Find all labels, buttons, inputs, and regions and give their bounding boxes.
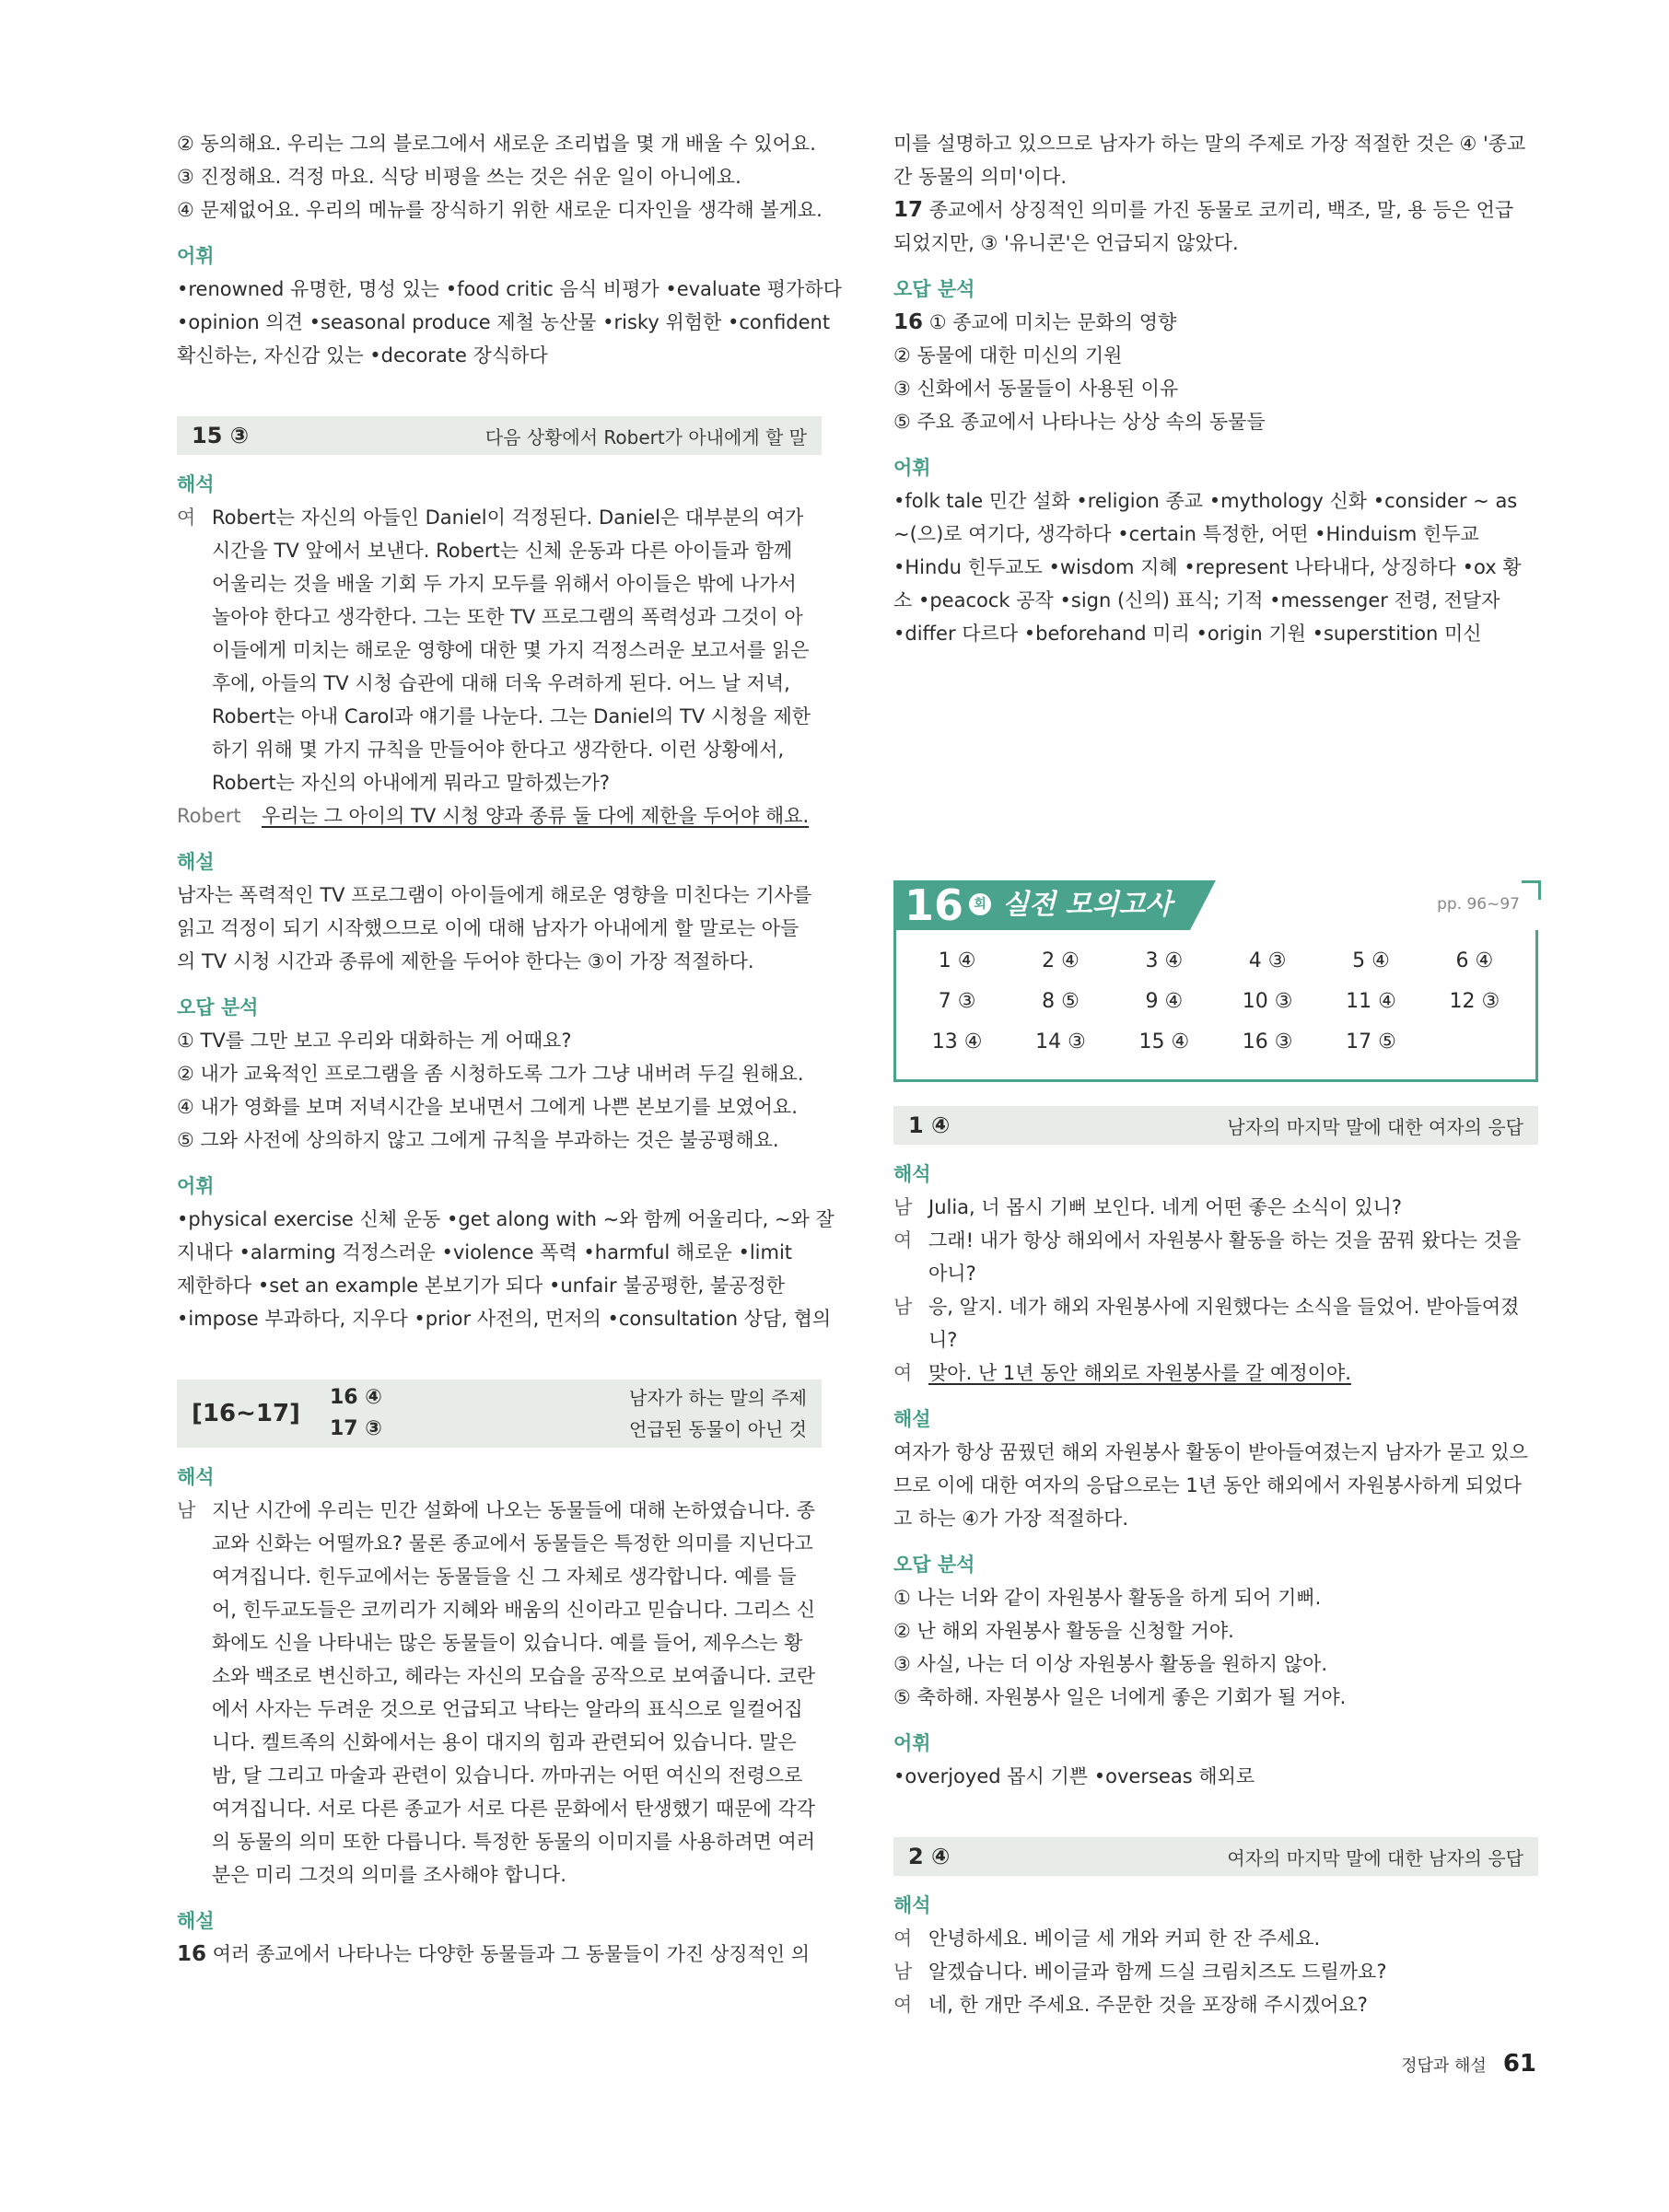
vocab-line: •overjoyed 몹시 기쁜 •overseas 해외로 (893, 1765, 1255, 1787)
explanation-number: 17 (893, 198, 924, 222)
wrong-answer-line: ① 나는 너와 같이 자원봉사 활동을 하게 되어 기뻐. (893, 1587, 1322, 1609)
answer-option-line: ② 동의해요. 우리는 그의 블로그에서 새로운 조리법을 몇 개 배울 수 있어요. (177, 133, 816, 155)
question-number: 16 ④ (330, 1386, 382, 1409)
transcript-line: 하기 위해 몇 가지 규칙을 만들어야 한다고 생각한다. 이런 상황에서, (212, 739, 785, 761)
transcript-line: 의 동물의 의미 또한 다릅니다. 특정한 동물의 이미지를 사용하려면 여러 (212, 1831, 816, 1853)
dialogue-text: 응, 알지. 네가 해외 자원봉사에 지원했다는 소식을 들었어. 받아들여졌니? (928, 1296, 1520, 1351)
speaker-label: 여 (893, 1229, 913, 1252)
transcript-line: 시간을 TV 앞에서 보낸다. Robert는 신체 운동과 다른 아이들과 함께 (212, 540, 793, 562)
speaker-label: 남 (893, 1296, 913, 1318)
test-round-badge: 회 (969, 893, 991, 915)
corner-decoration (1522, 880, 1541, 900)
explanation-text: 여러 종교에서 나타나는 다양한 동물들과 그 동물들이 가진 상징적인 의 (212, 1943, 811, 1965)
question-number: 2 ④ (908, 1844, 951, 1869)
wrong-answer-heading: 오답 분석 (893, 1554, 975, 1576)
wrong-answer-line: ① TV를 그만 보고 우리와 대화하는 게 어때요? (177, 1030, 572, 1052)
speaker-label: 여 (893, 1362, 913, 1384)
transcript-line: Robert는 자신의 아내에게 뭐라고 말하겠는가? (212, 772, 611, 794)
explanation-line: 미를 설명하고 있으므로 남자가 하는 말의 주제로 가장 적절한 것은 ④ '종교 (893, 133, 1526, 155)
vocab-line: ~(으)로 여기다, 생각하다 •certain 특정한, 어떤 •Hinduism 힌두교 (893, 523, 1479, 545)
question-group-label: [16~17] (192, 1400, 300, 1427)
explanation-line (177, 1938, 822, 1971)
answer-grid (896, 930, 1535, 1079)
vocab-heading: 어휘 (893, 1732, 931, 1754)
answer-cell: 14 ③ (1035, 1030, 1086, 1054)
vocab-line: •folk tale 민간 설화 •religion 종교 •mythology 신화 •consider ~ as (893, 490, 1518, 512)
dialogue-text: 안녕하세요. 베이글 세 개와 커피 한 잔 주세요. (928, 1927, 1321, 1950)
dialogue-text: 그래! 내가 항상 해외에서 자원봉사 활동을 하는 것을 꿈꿔 왔다는 것을 (928, 1229, 1522, 1252)
wrong-answer-line: ⑤ 주요 종교에서 나타나는 상상 속의 동물들 (893, 411, 1266, 433)
vocab-heading: 어휘 (177, 1175, 215, 1197)
footer-label: 정답과 해설 (1401, 2056, 1487, 2076)
dialogue-text: 알겠습니다. 베이글과 함께 드실 크림치즈도 드릴까요? (928, 1961, 1387, 1983)
vocab-line: •impose 부과하다, 지우다 •prior 사전의, 먼저의 •consultation 상담, 협의 (177, 1308, 832, 1330)
question-topic: 언급된 동물이 아닌 것 (629, 1418, 807, 1440)
answer-cell: 17 ⑤ (1346, 1030, 1396, 1054)
question-topic: 남자의 마지막 말에 대한 여자의 응답 (1227, 1115, 1523, 1138)
answer-grid-box (893, 930, 1538, 1082)
vocab-line: •renowned 유명한, 명성 있는 •food critic 음식 비평가 •evaluate 평가하다 (177, 278, 842, 300)
wrong-answer-line: ③ 신화에서 동물들이 사용된 이유 (893, 378, 1179, 400)
question-bar-15 (177, 416, 822, 455)
question-topic: 다음 상황에서 Robert가 아내에게 할 말 (484, 425, 807, 448)
answer-cell: 8 ⑤ (1042, 990, 1080, 1013)
transcript-line: 여겨집니다. 힌두교에서는 동물들을 신 그 자체로 생각합니다. 예를 들 (212, 1566, 797, 1588)
transcript-line: 소와 백조로 변신하고, 헤라는 자신의 모습을 공작으로 보여줍니다. 코란 (212, 1665, 816, 1687)
dialogue-text: 아니? (928, 1263, 976, 1285)
transcript-line: 니다. 켈트족의 신화에서는 용이 대지의 힘과 관련되어 있습니다. 말은 (212, 1731, 797, 1753)
wrong-answer-line: ⑤ 그와 사전에 상의하지 않고 그에게 규칙을 부과하는 것은 불공평해요. (177, 1129, 779, 1151)
explanation-line: 간 동물의 의미'이다. (893, 166, 1068, 188)
dialogue-line (893, 1191, 1538, 1224)
wrong-answer-heading: 오답 분석 (893, 278, 975, 300)
vocab-line: •differ 다르다 •beforehand 미리 •origin 기원 •superstition 미신 (893, 623, 1482, 645)
answer-cell: 15 ④ (1138, 1030, 1190, 1054)
explanation-heading: 해설 (177, 851, 215, 873)
dialogue-line (893, 1955, 1538, 1988)
wrong-answer-line (893, 306, 1538, 339)
question-bar-1 (893, 1106, 1538, 1145)
speaker-block (177, 1494, 822, 1892)
explanation-line: 여자가 항상 꿈꿨던 해외 자원봉사 활동이 받아들여졌는지 남자가 묻고 있으 (893, 1441, 1528, 1463)
speaker-label: 남 (893, 1961, 913, 1983)
vocab-line: 제한하다 •set an example 본보기가 되다 •unfair 불공평한, 불공정한 (177, 1275, 786, 1297)
dialogue-line (893, 1290, 1538, 1356)
test-banner (893, 880, 1538, 930)
transcript-line: 에서 사자는 두려운 것으로 언급되고 낙타는 알라의 표식으로 일컬어집 (212, 1698, 803, 1720)
vocab-line: •Hindu 힌두교도 •wisdom 지혜 •represent 나타내다, 상징하다 •ox 황 (893, 556, 1522, 578)
translation-heading: 해석 (893, 1894, 931, 1916)
question-number: 15 ③ (192, 423, 250, 448)
question-bar-16-17 (177, 1380, 822, 1448)
answer-line: 우리는 그 아이의 TV 시청 양과 종류 둘 다에 제한을 두어야 해요. (262, 805, 810, 827)
answer-cell: 9 ④ (1145, 990, 1184, 1013)
translation-heading: 해석 (177, 473, 215, 495)
wrong-answer-line: ② 내가 교육적인 프로그램을 좀 시청하도록 그가 그냥 내버려 두길 원해요. (177, 1063, 804, 1085)
vocab-line: 지내다 •alarming 걱정스러운 •violence 폭력 •harmful 해로운 •limit (177, 1241, 793, 1263)
vocab-line: 소 •peacock 공작 •sign (신의) 표식; 기적 •messenger 전령, 전달자 (893, 589, 1500, 611)
wrong-answer-text: ① 종교에 미치는 문화의 영향 (928, 311, 1177, 333)
answer-option-line: ④ 문제없어요. 우리의 메뉴를 장식하기 위한 새로운 디자인을 생각해 볼게요. (177, 199, 823, 221)
answer-cell: 3 ④ (1145, 949, 1184, 972)
answer-cell: 7 ③ (938, 990, 976, 1013)
answer-cell: 4 ③ (1248, 949, 1287, 972)
answer-cell: 5 ④ (1352, 949, 1390, 972)
transcript-line: 놀아야 한다고 생각한다. 그는 또한 TV 프로그램의 폭력성과 그것이 아 (212, 606, 803, 628)
dialogue-line (893, 1356, 1538, 1390)
dialogue-text: 네, 한 개만 주세요. 주문한 것을 포장해 주시겠어요? (928, 1994, 1368, 2016)
answer-cell: 10 ③ (1242, 990, 1293, 1013)
wrong-answer-line: ③ 사실, 나는 더 이상 자원봉사 활동을 원하지 않아. (893, 1653, 1328, 1675)
page-number: 61 (1502, 2050, 1536, 2078)
explanation-line (893, 193, 1538, 227)
right-column (893, 127, 1538, 2021)
explanation-text: 종교에서 상징적인 의미를 가진 동물로 코끼리, 백조, 말, 용 등은 언급 (928, 199, 1514, 221)
answer-cell: 6 ④ (1455, 949, 1494, 972)
answer-cell: 2 ④ (1042, 949, 1080, 972)
speaker-label: Robert (177, 805, 241, 827)
transcript-line: Robert는 아내 Carol과 얘기를 나눈다. 그는 Daniel의 TV 시청을 제한 (212, 705, 811, 728)
explanation-line: 되었지만, ③ '유니콘'은 언급되지 않았다. (893, 232, 1239, 254)
page-footer (1401, 2050, 1536, 2078)
vocab-line: •physical exercise 신체 운동 •get along with ~와 함께 어울리다, ~와 잘 (177, 1208, 834, 1230)
wrong-answer-line: ④ 내가 영화를 보며 저녁시간을 보내면서 그에게 나쁜 본보기를 보였어요. (177, 1096, 798, 1118)
test-number: 16 (905, 880, 964, 930)
test-answer-box (893, 880, 1538, 1082)
transcript-line: 화에도 신을 나타내는 많은 동물들이 있습니다. 예를 들어, 제우스는 황 (212, 1632, 803, 1654)
speaker-block (177, 799, 822, 832)
vocab-heading: 어휘 (893, 457, 931, 479)
answer-cell: 13 ④ (931, 1030, 983, 1054)
answer-option-line: ③ 진정해요. 걱정 마요. 식당 비평을 쓰는 것은 쉬운 일이 아니에요. (177, 166, 741, 188)
speaker-label: 남 (177, 1499, 196, 1521)
explanation-number: 16 (177, 1942, 207, 1966)
transcript-line: 여겨집니다. 서로 다른 종교가 서로 다른 문화에서 탄생했기 때문에 각각 (212, 1798, 816, 1820)
transcript-line: 어울리는 것을 배울 기회 두 가지 모두를 위해서 아이들은 밖에 나가서 (212, 573, 797, 595)
wrong-answer-line: ⑤ 축하해. 자원봉사 일은 너에게 좋은 기회가 될 거야. (893, 1686, 1347, 1708)
dialogue-line (893, 1988, 1538, 2021)
wrong-answer-heading: 오답 분석 (177, 996, 259, 1019)
question-topic: 남자가 하는 말의 주제 (629, 1387, 807, 1409)
answer-line: 맞아. 난 1년 동안 해외로 자원봉사를 갈 예정이야. (928, 1362, 1351, 1384)
vocab-line: 확신하는, 자신감 있는 •decorate 장식하다 (177, 344, 548, 367)
vocab-line: •opinion 의견 •seasonal produce 제철 농산물 •risky 위험한 •confident (177, 311, 831, 333)
speaker-block (177, 501, 822, 799)
explanation-heading: 해설 (893, 1408, 931, 1430)
dialogue-line (893, 1224, 1538, 1290)
answer-cell (1423, 1022, 1526, 1063)
dialogue-line (893, 1922, 1538, 1955)
translation-heading: 해석 (177, 1466, 215, 1488)
test-title: 실전 모의고사 (1002, 889, 1173, 921)
explanation-line: 읽고 걱정이 되기 시작했으므로 이에 대해 남자가 아내에게 할 말로는 아들 (177, 917, 799, 939)
transcript-line: 분은 미리 그것의 의미를 조사해야 합니다. (212, 1864, 566, 1886)
question-bar-2 (893, 1837, 1538, 1876)
vocab-heading: 어휘 (177, 245, 215, 267)
transcript-line: 어, 힌두교도들은 코끼리가 지혜와 배움의 신이라고 믿습니다. 그리스 신 (212, 1599, 816, 1621)
wrong-answer-number: 16 (893, 310, 924, 334)
transcript-line: 후에, 아들의 TV 시청 습관에 대해 더욱 우려하게 된다. 어느 날 저녁, (212, 672, 790, 694)
answer-cell: 12 ③ (1449, 990, 1500, 1013)
question-topic: 여자의 마지막 말에 대한 남자의 응답 (1227, 1846, 1523, 1869)
speaker-label: 여 (177, 506, 196, 529)
answer-cell: 1 ④ (938, 949, 976, 972)
wrong-answer-line: ② 동물에 대한 미신의 기원 (893, 344, 1123, 367)
test-pages: pp. 96~97 (1437, 895, 1520, 914)
transcript-line: 밤, 달 그리고 마술과 관련이 있습니다. 까마귀는 어떤 여신의 전령으로 (212, 1764, 803, 1787)
speaker-label: 남 (893, 1196, 913, 1218)
transcript-line: Robert는 자신의 아들인 Daniel이 걱정된다. Daniel은 대부분의 여가 (212, 506, 804, 529)
explanation-line: 므로 이에 대한 여자의 응답으로는 1년 동안 해외에서 자원봉사하게 되었다 (893, 1474, 1523, 1496)
left-column (177, 127, 842, 1971)
answer-cell: 16 ③ (1242, 1030, 1293, 1054)
transcript-line: 교와 신화는 어떨까요? 물론 종교에서 동물들은 특정한 의미를 지닌다고 (212, 1532, 813, 1554)
explanation-line: 고 하는 ④가 가장 적절하다. (893, 1508, 1129, 1530)
speaker-label: 여 (893, 1927, 913, 1950)
dialogue-text: Julia, 너 몹시 기뻐 보인다. 네게 어떤 좋은 소식이 있니? (928, 1196, 1403, 1218)
explanation-line: 의 TV 시청 시간과 종류에 제한을 두어야 한다는 ③이 가장 적절하다. (177, 950, 754, 972)
explanation-heading: 해설 (177, 1910, 215, 1932)
question-number: 17 ③ (330, 1417, 382, 1440)
answer-cell: 11 ④ (1346, 990, 1396, 1013)
explanation-line: 남자는 폭력적인 TV 프로그램이 아이들에게 해로운 영향을 미친다는 기사를 (177, 884, 812, 906)
question-number: 1 ④ (908, 1112, 951, 1138)
wrong-answer-line: ② 난 해외 자원봉사 활동을 신청할 거야. (893, 1620, 1234, 1642)
transcript-line: 지난 시간에 우리는 민간 설화에 나오는 동물들에 대해 논하였습니다. 종 (212, 1499, 816, 1521)
speaker-label: 여 (893, 1994, 913, 2016)
translation-heading: 해석 (893, 1163, 931, 1185)
transcript-line: 이들에게 미치는 해로운 영향에 대한 몇 가지 걱정스러운 보고서를 읽은 (212, 639, 810, 661)
